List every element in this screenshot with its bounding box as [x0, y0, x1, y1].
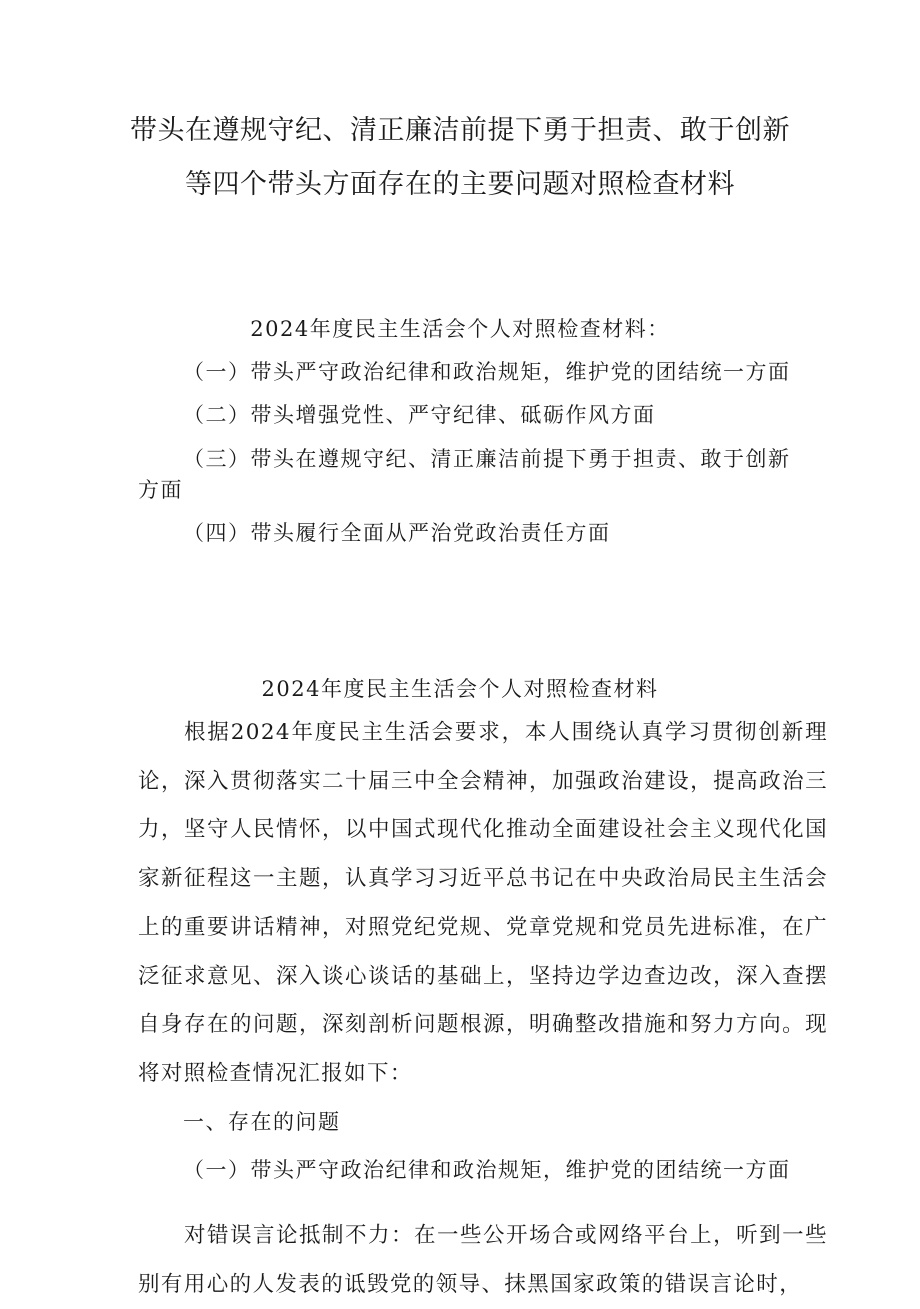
document-title-line-2: 等四个带头方面存在的主要问题对照检查材料 — [185, 169, 735, 200]
toc-item-3: （三）带头在遵规守纪、清正廉洁前提下勇于担责、敢于创新 — [183, 447, 791, 471]
toc-item-3-continuation: 方面 — [138, 478, 183, 502]
heading-problems: 一、存在的问题 — [183, 1110, 341, 1134]
toc-item-2: （二）带头增强党性、严守纪律、砥砺作风方面 — [183, 403, 656, 427]
toc-item-4: （四）带头履行全面从严治党政治责任方面 — [183, 521, 611, 545]
document-title-line-1: 带头在遵规守纪、清正廉洁前提下勇于担责、敢于创新 — [130, 115, 790, 146]
toc-item-1: （一）带头严守政治纪律和政治规矩，维护党的团结统一方面 — [183, 360, 791, 384]
paragraph-erroneous-remarks: 对错误言论抵制不力：在一些公开场合或网络平台上，听到一些别有用心的人发表的诋毁党的领导、抹黑国家政策的错误言论时， — [138, 1223, 828, 1297]
section-title: 2024年度民主生活会个人对照检查材料 — [261, 677, 659, 701]
toc-heading: 2024年度民主生活会个人对照检查材料： — [250, 317, 670, 341]
subheading-political-discipline: （一）带头严守政治纪律和政治规矩，维护党的团结统一方面 — [183, 1158, 791, 1182]
intro-paragraph: 根据2024年度民主生活会要求，本人围绕认真学习贯彻创新理论，深入贯彻落实二十届三中全会精神，加强政治建设，提高政治三力，坚守人民情怀，以中国式现代化推动全面建设社会主义现代化国家新征程这一主题，认真学习习近平总书记在中央政治局民主生活会上的重要讲话精神，对照党纪党规、党章党规和党员先进标准，在广泛征求意见、深入谈心谈话的基础上，坚持边学边查边改，深入查摆自身存在的问题，深刻剖析问题根源，明确整改措施和努力方向。现将对照检查情况汇报如下： — [138, 720, 828, 1086]
